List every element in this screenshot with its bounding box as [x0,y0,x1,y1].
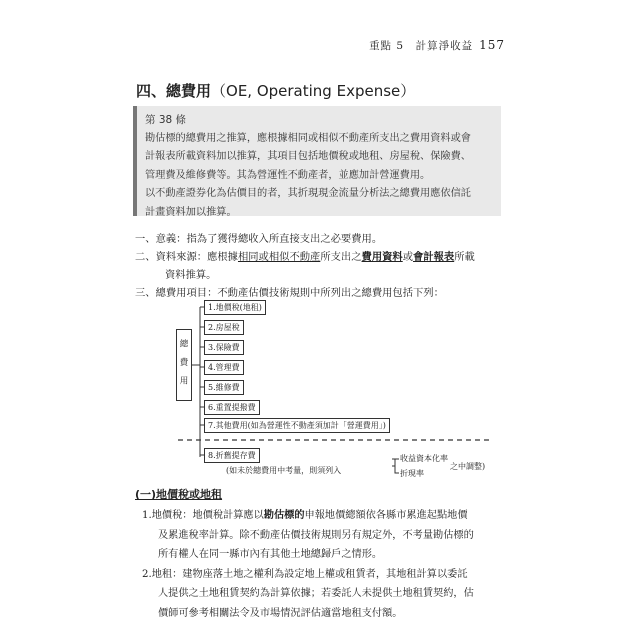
text-span: 所載 [454,251,475,263]
expense-tree-diagram [170,297,500,482]
node-land-tax: 1.地價稅(地租) [204,300,266,315]
page-number: 157 [479,38,505,52]
ground-rent-line: 價師可參考相關法令及市場情況評估適當地租支付額。 [158,607,403,619]
land-tax-line: 所有權人在同一縣市內有其他土地總歸戶之情形。 [158,549,383,561]
ground-rent-line: 2.地租：建物座落土地之權利為設定地上權或租賃者，其地租計算以委託 [142,568,468,580]
text-span: 申報地價總額依各縣市累進起點地價 [304,510,468,521]
land-tax-line [142,506,474,526]
subsection-title: (一)地價稅或地租 [135,488,223,501]
text-span: 或 [402,251,414,263]
ground-rent-line: 人提供之土地租賃契約為計算依據；若委託人未提供土地租賃契約，估 [158,588,474,600]
text-span: 所支出之 [320,251,362,263]
bold-text: 會計報表 [413,251,455,263]
numbered-list [135,230,475,302]
node-management: 4.管理費 [204,360,244,375]
node-insurance: 3.保險費 [204,340,244,355]
total-expense-root: 總費用 [176,329,192,401]
law-line: 以不動產證券化為估價目的者，其折現現金流量分析法之總費用應依信託 [145,188,471,200]
bold-text: 勘估標的 [263,509,305,521]
node-house-tax: 2.房屋稅 [204,320,244,335]
subsection-items [142,506,474,624]
node-replacement-reserve: 6.重置提撥費 [204,400,260,415]
law-article-box [133,106,501,216]
text-span: 二、資料來源：應根據 [135,251,238,263]
underlined-text: 相同或相似不動產 [237,251,321,263]
depreciation-note: (如未於總費用中考量，則須列入 [226,466,342,475]
section-title [136,80,415,101]
section-title-zh: 四、總費用 [136,82,212,100]
text-span: 1.地價稅：地價稅計算應以 [142,510,264,521]
node-maintenance: 5.維修費 [204,380,244,395]
cap-rate-label: 收益資本化率 [400,454,448,463]
bold-text: 費用資料 [361,251,403,263]
law-line: 勘估標的總費用之推算，應根據相同或相似不動產所支出之費用資料或會 [145,132,471,144]
item-definition: 一、意義：指為了獲得總收入所直接支出之必要費用。 [135,233,383,245]
law-line: 計報表所載資料加以推算，其項目包括地價稅或地租、房屋稅、保險費、 [145,151,471,163]
node-other-expenses: 7.其他費用(如為營運性不動產須加計「營運費用」) [204,418,390,433]
adjust-note: 之中調整) [450,462,486,471]
discount-rate-label: 折現率 [400,469,424,478]
running-head [369,38,505,53]
chapter-label: 重點 5 計算淨收益 [369,40,474,52]
node-depreciation: 8.折舊提存費 [204,448,260,463]
law-article-number: 第 38 條 [145,114,187,126]
law-line: 管理費及維修費等。其為營運性不動產者，並應加計營運費用。 [145,169,431,181]
land-tax-line: 及累進稅率計算。除不動產估價技術規則另有規定外，不考量勘估標的 [158,529,474,541]
item-data-source [135,248,475,266]
item-expense-items: 三、總費用項目：不動產估價技術規則中所列出之總費用包括下列： [135,287,444,299]
item-data-source-cont: 資料推算。 [165,269,217,281]
law-line: 計畫資料加以推算。 [145,206,237,218]
section-title-en: （OE, Operating Expense） [211,82,416,100]
